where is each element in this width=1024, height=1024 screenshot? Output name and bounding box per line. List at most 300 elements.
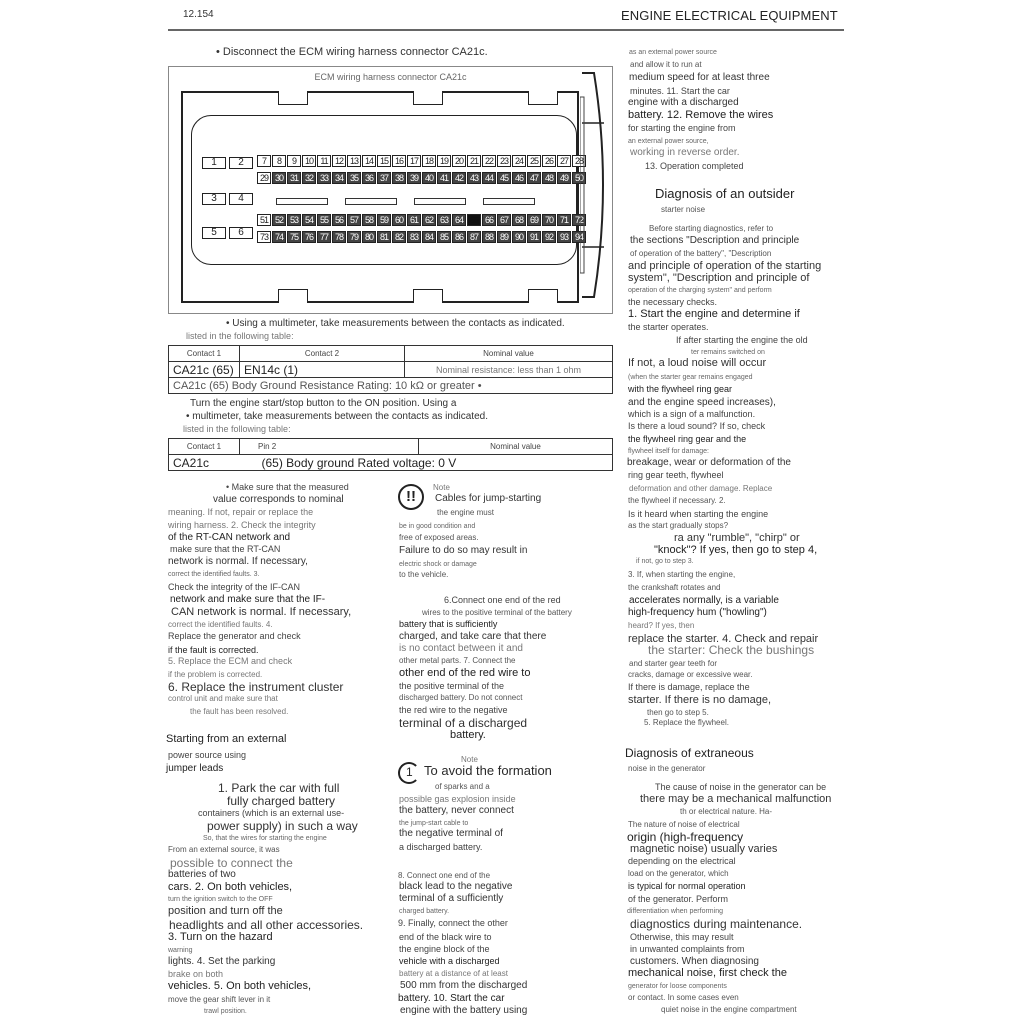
pin-76: 76 — [302, 231, 316, 243]
text-line: other end of the red wire to — [399, 667, 531, 679]
text-line: load on the generator, which — [628, 869, 729, 878]
text-line: 1. Park the car with full — [218, 781, 340, 795]
pin-88: 88 — [482, 231, 496, 243]
text-line: battery that is sufficiently — [399, 619, 498, 629]
connector-latch — [580, 67, 616, 303]
text-line: the battery, never connect — [399, 805, 514, 816]
pin-87: 87 — [467, 231, 481, 243]
pin: 5 — [202, 227, 226, 239]
pin-75: 75 — [287, 231, 301, 243]
large-pins-row-3 — [202, 227, 256, 239]
text-line: network and make sure that the IF- — [170, 594, 326, 605]
cell: Nominal resistance: less than 1 ohm — [405, 362, 613, 378]
text-line: 500 mm from the discharged — [400, 980, 528, 991]
section-heading: Diagnosis of an outsider — [655, 186, 795, 201]
text-line: black lead to the negative — [399, 881, 513, 892]
text-line: magnetic noise) usually varies — [630, 843, 778, 855]
text-line: Failure to do so may result in — [399, 545, 528, 556]
pin-31: 31 — [287, 172, 301, 184]
pin: 3 — [202, 193, 226, 205]
text-line: quiet noise in the engine compartment — [661, 1005, 797, 1014]
text-line: vehicle with a discharged — [399, 956, 500, 966]
pin-41: 41 — [437, 172, 451, 184]
text-line: 3. Turn on the hazard — [168, 931, 273, 943]
pin-42: 42 — [452, 172, 466, 184]
note-text: To avoid the formation — [424, 763, 552, 778]
text-line: headlights and all other accessories. — [169, 918, 364, 932]
text-line: If after starting the engine the old — [676, 335, 808, 345]
text-line: engine with the battery using — [400, 1005, 528, 1016]
text-line: terminal of a sufficiently — [399, 893, 504, 904]
text-line: wiring harness. 2. Check the integrity — [168, 520, 316, 530]
text-line: high-frequency hum ("howling") — [628, 607, 767, 618]
text-line: 5. Replace the flywheel. — [644, 718, 729, 727]
pin-15: 15 — [377, 155, 391, 167]
pin-row-1 — [257, 155, 587, 167]
text-line: of sparks and a — [435, 782, 490, 791]
text-line: replace the starter. 4. Check and repair — [628, 633, 819, 645]
text-line: for starting the engine from — [628, 123, 736, 133]
section-heading: Starting from an external — [166, 733, 287, 745]
text-line: operation of the charging system" and perform — [628, 287, 772, 294]
large-pins-row-1 — [202, 157, 256, 169]
text-line: battery. — [450, 729, 486, 741]
pin-row-2 — [257, 172, 587, 184]
text-line: generator for loose components — [628, 983, 727, 990]
text-line: containers (which is an external use- — [198, 808, 345, 818]
table-header-row — [169, 439, 613, 455]
text-line: The cause of noise in the generator can be — [655, 782, 827, 792]
pin-38: 38 — [392, 172, 406, 184]
text-line: possible gas explosion inside — [399, 794, 516, 804]
pin-93: 93 — [557, 231, 571, 243]
text-line: flywheel itself for damage: — [628, 448, 709, 455]
text-line: engine with a discharged — [628, 97, 739, 108]
pin: 4 — [229, 193, 253, 205]
text-line: 3. If, when starting the engine, — [628, 570, 736, 579]
text-line: 5. Replace the ECM and check — [168, 656, 293, 666]
pin-74: 74 — [272, 231, 286, 243]
housing-notch — [278, 289, 308, 303]
text-line: Replace the generator and check — [168, 631, 301, 641]
text-line: cars. 2. On both vehicles, — [168, 881, 293, 893]
pin-54: 54 — [302, 214, 316, 226]
text-line: ter remains switched on — [691, 349, 765, 356]
key-slot — [483, 198, 535, 205]
pin-58: 58 — [362, 214, 376, 226]
text-line: the starter: Check the bushings — [648, 643, 815, 657]
table2-intro-1: Turn the engine start/stop button to the ON position. Using a — [190, 398, 457, 409]
text-line: if the problem is corrected. — [168, 670, 263, 679]
text-line: with the flywheel ring gear — [628, 384, 733, 394]
pin-89: 89 — [497, 231, 511, 243]
pin-9: 9 — [287, 155, 301, 167]
pin-83: 83 — [407, 231, 421, 243]
text-line: the negative terminal of — [399, 828, 503, 839]
pin-81: 81 — [377, 231, 391, 243]
pin-69: 69 — [527, 214, 541, 226]
text-line: in unwanted complaints from — [630, 944, 745, 954]
text-line: the flywheel ring gear and the — [628, 434, 747, 444]
text-line: medium speed for at least three — [629, 72, 770, 83]
text-line: to the vehicle. — [399, 570, 449, 579]
text-line: the red wire to the negative — [399, 705, 508, 715]
text-line: possible to connect the — [170, 856, 293, 870]
text-line: of operation of the battery", "Description — [630, 249, 772, 258]
text-line: batteries of two — [168, 869, 236, 880]
pin-23: 23 — [497, 155, 511, 167]
page-number: 12.154 — [183, 9, 214, 20]
pin-73: 73 — [257, 231, 271, 243]
pin-91: 91 — [527, 231, 541, 243]
text-line: depending on the electrical — [628, 856, 736, 866]
pin-34: 34 — [332, 172, 346, 184]
pin-51: 51 — [257, 214, 271, 226]
pin-32: 32 — [302, 172, 316, 184]
pin-45: 45 — [497, 172, 511, 184]
pin-68: 68 — [512, 214, 526, 226]
pin-16: 16 — [392, 155, 406, 167]
pin: 1 — [202, 157, 226, 169]
text-line: vehicles. 5. On both vehicles, — [168, 980, 312, 992]
text-line: the sections "Description and principle — [630, 235, 800, 246]
pin-10: 10 — [302, 155, 316, 167]
section-heading: jumper leads — [166, 763, 224, 774]
text-line: free of exposed areas. — [399, 533, 479, 542]
pin-29: 29 — [257, 172, 271, 184]
text-line: 13. Operation completed — [645, 161, 744, 171]
pin-84: 84 — [422, 231, 436, 243]
text-line: of the RT-CAN network and — [168, 532, 291, 543]
cell: (65) Body ground Rated voltage: 0 V — [240, 455, 613, 471]
pin-39: 39 — [407, 172, 421, 184]
col-header: Pin 2 — [240, 439, 419, 455]
text-line: the fault has been resolved. — [190, 707, 289, 716]
resistance-table — [168, 345, 613, 394]
cell: CA21c (65) Body Ground Resistance Rating: 10 kΩ or greater • — [169, 378, 613, 394]
pin-79: 79 — [347, 231, 361, 243]
housing-notch — [528, 289, 558, 303]
pin-44: 44 — [482, 172, 496, 184]
text-line: discharged battery. Do not connect — [399, 693, 523, 702]
text-line: charged battery. — [399, 908, 450, 915]
figure-caption: ECM wiring harness connector CA21c — [314, 72, 467, 82]
col-header: Contact 1 — [169, 439, 240, 455]
table-row — [169, 378, 613, 394]
text-line: accelerates normally, is a variable — [629, 595, 779, 606]
pin-77: 77 — [317, 231, 331, 243]
pin-90: 90 — [512, 231, 526, 243]
text-line: heard? If yes, then — [628, 621, 695, 630]
text-line: 9. Finally, connect the other — [398, 918, 508, 928]
voltage-table — [168, 438, 613, 471]
text-line: ring gear teeth, flywheel — [628, 470, 724, 480]
text-line: system", "Description and principle of — [628, 272, 810, 284]
section-heading: starter noise — [661, 205, 706, 214]
text-line: cracks, damage or excessive wear. — [628, 670, 753, 679]
text-line: be in good condition and — [399, 523, 476, 530]
table1-intro-1: • Using a multimeter, take measurements between the contacts as indicated. — [226, 318, 565, 329]
text-line: customers. When diagnosing — [630, 956, 759, 967]
text-line: If not, a loud noise will occur — [628, 357, 767, 369]
text-line: which is a sign of a malfunction. — [628, 409, 756, 419]
text-line: is no contact between it and — [399, 643, 523, 654]
text-line: power supply) in such a way — [207, 819, 358, 833]
pin-49: 49 — [557, 172, 571, 184]
text-line: If there is damage, replace the — [628, 682, 750, 692]
pin-82: 82 — [392, 231, 406, 243]
pin-60: 60 — [392, 214, 406, 226]
pin-64: 64 — [452, 214, 466, 226]
text-line: 8. Connect one end of the — [398, 871, 491, 880]
text-line: battery at a distance of at least — [399, 969, 508, 978]
pin-86: 86 — [452, 231, 466, 243]
text-line: electric shock or damage — [399, 561, 477, 568]
text-line: turn the ignition switch to the OFF — [168, 896, 273, 903]
pin-78: 78 — [332, 231, 346, 243]
text-line: the positive terminal of the — [399, 681, 505, 691]
text-line: starter. If there is no damage, — [628, 694, 772, 706]
pin-20: 20 — [452, 155, 466, 167]
text-line: trawl position. — [204, 1008, 247, 1015]
text-line: breakage, wear or deformation of the — [627, 457, 791, 468]
pin-14: 14 — [362, 155, 376, 167]
section-heading: Diagnosis of extraneous — [625, 746, 754, 760]
pin-63: 63 — [437, 214, 451, 226]
section-title: ENGINE ELECTRICAL EQUIPMENT — [621, 8, 838, 23]
pin-12: 12 — [332, 155, 346, 167]
text-line: CAN network is normal. If necessary, — [171, 606, 352, 618]
pin-21: 21 — [467, 155, 481, 167]
note-label: Note — [461, 755, 478, 764]
pin-56: 56 — [332, 214, 346, 226]
housing-notch — [528, 91, 558, 105]
pin-18: 18 — [422, 155, 436, 167]
text-line: The nature of noise of electrical — [628, 820, 740, 829]
note-label: Note — [433, 483, 450, 492]
text-line: network is normal. If necessary, — [168, 556, 308, 567]
text-line: a discharged battery. — [399, 842, 483, 852]
text-line: 1. Start the engine and determine if — [628, 308, 800, 320]
text-line: if the fault is corrected. — [168, 645, 259, 655]
key-slot — [276, 198, 328, 205]
pin-24: 24 — [512, 155, 526, 167]
pin: 6 — [229, 227, 253, 239]
pin-72: 72 — [572, 214, 586, 226]
col-header: Contact 2 — [240, 346, 405, 362]
text-line: wires to the positive terminal of the battery — [422, 608, 572, 617]
text-line: warning — [168, 947, 193, 954]
pin-71: 71 — [557, 214, 571, 226]
text-line: charged, and take care that there — [399, 631, 547, 642]
pin: 2 — [229, 157, 253, 169]
text-line: diagnostics during maintenance. — [630, 917, 803, 931]
housing-notch — [413, 91, 443, 105]
housing-notch — [278, 91, 308, 105]
pin-94: 94 — [572, 231, 586, 243]
pin-66: 66 — [482, 214, 496, 226]
pin-17: 17 — [407, 155, 421, 167]
key-slot — [414, 198, 466, 205]
pin-80: 80 — [362, 231, 376, 243]
pin-19: 19 — [437, 155, 451, 167]
pin-30: 30 — [272, 172, 286, 184]
key-slot — [345, 198, 397, 205]
text-line: battery. 12. Remove the wires — [628, 109, 774, 121]
text-line: brake on both — [168, 969, 224, 979]
pin-33: 33 — [317, 172, 331, 184]
table-row — [169, 362, 613, 378]
text-line: the flywheel if necessary. 2. — [628, 496, 726, 505]
text-line: meaning. If not, repair or replace the — [168, 507, 314, 517]
text-line: and the engine speed increases), — [628, 397, 776, 408]
cell: EN14c (1) — [240, 362, 405, 378]
pin-53: 53 — [287, 214, 301, 226]
text-line: other metal parts. 7. Connect the — [399, 656, 516, 665]
text-line: and starter gear teeth for — [629, 659, 718, 668]
text-line: ra any "rumble", "chirp" or — [674, 532, 800, 544]
pin-40: 40 — [422, 172, 436, 184]
col-header: Nominal value — [405, 346, 613, 362]
text-line: fully charged battery — [227, 794, 336, 808]
pin-11: 11 — [317, 155, 331, 167]
housing-notch — [413, 289, 443, 303]
text-line: end of the black wire to — [399, 932, 492, 942]
pin-8: 8 — [272, 155, 286, 167]
pin-36: 36 — [362, 172, 376, 184]
text-line: terminal of a discharged — [399, 716, 528, 730]
text-line: th or electrical nature. Ha- — [680, 807, 773, 816]
text-line: or contact. In some cases even — [628, 993, 739, 1002]
pin-7: 7 — [257, 155, 271, 167]
disconnect-step: • Disconnect the ECM wiring harness connector CA21c. — [216, 46, 488, 58]
text-line: and principle of operation of the starting — [628, 260, 822, 272]
text-line: position and turn off the — [168, 905, 283, 917]
pin-22: 22 — [482, 155, 496, 167]
text-line: of the generator. Perform — [628, 894, 729, 904]
text-line: as an external power source — [629, 49, 717, 56]
pin-50: 50 — [572, 172, 586, 184]
pin-35: 35 — [347, 172, 361, 184]
text-line: 6. Replace the instrument cluster — [168, 680, 344, 694]
pin-26: 26 — [542, 155, 556, 167]
connector-figure — [168, 66, 613, 314]
text-line: the engine must — [437, 508, 494, 517]
pin-27: 27 — [557, 155, 571, 167]
text-line: Is there a loud sound? If so, check — [628, 421, 766, 431]
text-line: as the start gradually stops? — [628, 521, 729, 530]
col-header: Contact 1 — [169, 346, 240, 362]
pin-28: 28 — [572, 155, 586, 167]
exclamation-circle-icon: !! — [398, 484, 424, 510]
text-line: there may be a mechanical malfunction — [640, 793, 832, 805]
pin-67: 67 — [497, 214, 511, 226]
note-number: 1 — [406, 765, 413, 779]
text-line: From an external source, it was — [168, 845, 280, 854]
text-line: the necessary checks. — [628, 297, 718, 307]
text-line: So, that the wires for starting the engine — [203, 835, 327, 842]
text-line: then go to step 5. — [647, 708, 709, 717]
text-line: move the gear shift lever in it — [168, 995, 271, 1004]
pin-25: 25 — [527, 155, 541, 167]
text-line: deformation and other damage. Replace — [629, 484, 773, 493]
pin-46: 46 — [512, 172, 526, 184]
text-line: minutes. 11. Start the car — [630, 86, 730, 96]
table1-intro-2: listed in the following table: — [186, 331, 294, 341]
pin-85: 85 — [437, 231, 451, 243]
pin-52: 52 — [272, 214, 286, 226]
text-line: • Make sure that the measured — [226, 482, 349, 492]
text-line: 6.Connect one end of the red — [444, 595, 561, 605]
section-heading: power source using — [168, 750, 247, 760]
pin-59: 59 — [377, 214, 391, 226]
pin-row-3 — [257, 214, 587, 226]
text-line: is typical for normal operation — [628, 881, 746, 891]
text-line: value corresponds to nominal — [213, 494, 344, 505]
table-row — [169, 455, 613, 471]
table-header-row — [169, 346, 613, 362]
pin-57: 57 — [347, 214, 361, 226]
text-line: Is it heard when starting the engine — [628, 509, 769, 519]
text-line: origin (high-frequency — [627, 830, 744, 844]
table2-intro-3: listed in the following table: — [183, 424, 291, 434]
text-line: "knock"? If yes, then go to step 4, — [654, 544, 818, 556]
text-line: Cables for jump-starting — [435, 493, 542, 504]
text-line: differentiation when performing — [627, 908, 723, 915]
text-line: an external power source, — [628, 138, 709, 145]
text-line: make sure that the RT-CAN — [170, 544, 281, 554]
pin-37: 37 — [377, 172, 391, 184]
large-pins-row-2 — [202, 193, 256, 205]
pin-47: 47 — [527, 172, 541, 184]
pin-65: 65 — [467, 214, 481, 226]
text-line: working in reverse order. — [630, 147, 740, 158]
table2-intro-2: • multimeter, take measurements between the contacts as indicated. — [186, 411, 488, 422]
pin-92: 92 — [542, 231, 556, 243]
text-line: the starter operates. — [628, 322, 709, 332]
text-line: correct the identified faults. 4. — [168, 620, 273, 629]
section-heading: noise in the generator — [628, 764, 706, 773]
text-line: and allow it to run at — [630, 60, 702, 69]
pin-62: 62 — [422, 214, 436, 226]
text-line: (when the starter gear remains engaged — [628, 374, 753, 381]
header-divider — [168, 29, 844, 31]
text-line: the engine block of the — [399, 944, 490, 954]
cell: CA21c — [169, 455, 240, 471]
text-line: mechanical noise, first check the — [628, 967, 787, 979]
text-line: Check the integrity of the IF-CAN — [168, 582, 301, 592]
connector-housing — [181, 91, 583, 303]
pin-13: 13 — [347, 155, 361, 167]
text-line: Otherwise, this may result — [630, 932, 734, 942]
text-line: lights. 4. Set the parking — [168, 956, 276, 967]
text-line: the crankshaft rotates and — [628, 583, 721, 592]
pin-70: 70 — [542, 214, 556, 226]
text-line: Before starting diagnostics, refer to — [649, 224, 774, 233]
text-line: the jump-start cable to — [399, 820, 469, 827]
pin-48: 48 — [542, 172, 556, 184]
col-header: Nominal value — [419, 439, 613, 455]
pin-43: 43 — [467, 172, 481, 184]
text-line: if not, go to step 3. — [636, 558, 694, 565]
pin-61: 61 — [407, 214, 421, 226]
text-line: correct the identified faults. 3. — [168, 571, 260, 578]
pin-row-4 — [257, 231, 587, 243]
text-line: battery. 10. Start the car — [398, 993, 505, 1004]
cell: CA21c (65) — [169, 362, 240, 378]
text-line: control unit and make sure that — [168, 694, 278, 703]
pin-55: 55 — [317, 214, 331, 226]
